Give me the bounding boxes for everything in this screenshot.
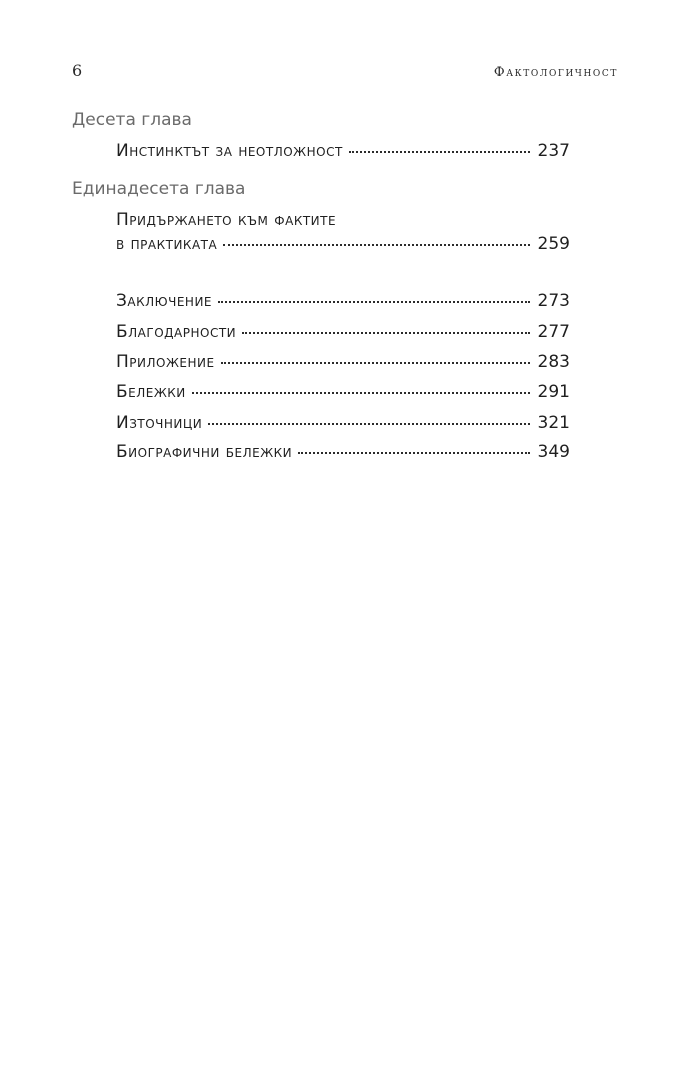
dot-leader (242, 320, 529, 334)
toc-entry-title: Благодарности (116, 322, 237, 342)
toc-entry-back-matter-1 (116, 287, 570, 315)
toc-entry-title: Бележки (116, 382, 186, 402)
dot-leader (218, 289, 530, 303)
toc-entry-page: 277 (537, 322, 570, 342)
toc-entry-back-matter-5 (116, 409, 570, 437)
toc-entry-page: 237 (537, 141, 570, 161)
dot-leader (208, 411, 529, 425)
toc-entry-page: 259 (537, 234, 570, 254)
toc-entry-back-matter-3 (116, 348, 570, 376)
page-number: 6 (72, 61, 83, 80)
toc-entry-title: Биографични бележки (116, 442, 293, 462)
toc-entry-page: 349 (537, 442, 570, 462)
chapter-10-label: Десета глава (72, 110, 192, 130)
running-header (72, 61, 618, 85)
toc-entry-title: Източници (116, 413, 203, 433)
toc-entry-back-matter-4 (116, 378, 570, 406)
toc-entry-page: 273 (537, 291, 570, 311)
toc-entry-chapter-10 (116, 137, 570, 165)
dot-leader (192, 380, 530, 394)
toc-entry-back-matter-2 (116, 318, 570, 346)
toc-entry-title-line-1: Придържането към фактите (116, 210, 337, 230)
dot-leader (221, 350, 530, 364)
toc-entry-title: Приложение (116, 352, 215, 372)
chapter-11-label: Единадесета глава (72, 179, 246, 199)
toc-entry-title: Инстинктът за неотложност (116, 141, 343, 161)
dot-leader (223, 232, 529, 246)
toc-entry-chapter-11 (116, 230, 570, 258)
toc-entry-title: Заключение (116, 291, 212, 311)
running-book-title: Фактологичност (493, 65, 618, 80)
toc-entry-page: 321 (537, 413, 570, 433)
toc-entry-page: 283 (537, 352, 570, 372)
dot-leader (349, 139, 530, 153)
toc-entry-back-matter-6 (116, 438, 570, 466)
dot-leader (298, 440, 529, 454)
toc-entry-page: 291 (537, 382, 570, 402)
toc-entry-title-line-2: в практиката (116, 234, 218, 254)
